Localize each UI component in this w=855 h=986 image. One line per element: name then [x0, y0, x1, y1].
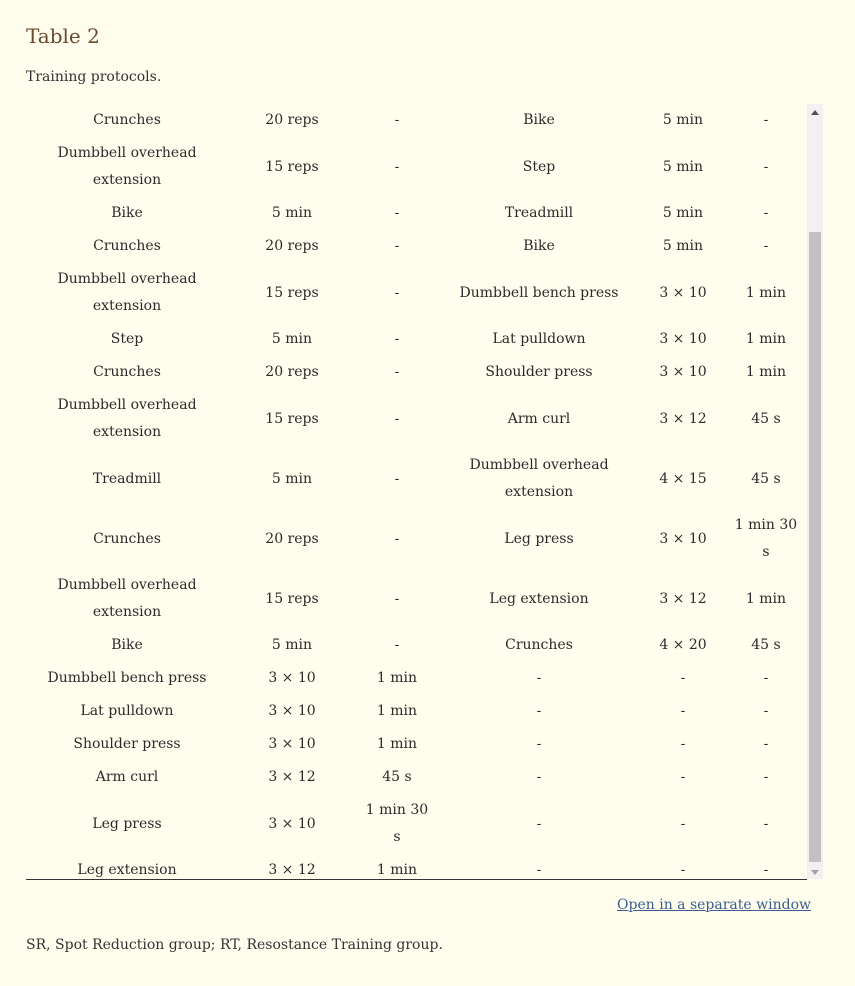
table-cell: Dumbbell overhead extension — [57, 397, 197, 440]
table-cell: - — [394, 364, 400, 380]
training-protocols-table — [26, 104, 806, 879]
table-cell: Dumbbell bench press — [459, 284, 619, 301]
table-cell: 3 × 10 — [268, 815, 316, 832]
table-cell: - — [394, 158, 400, 175]
table-cell: 1 min — [745, 331, 787, 347]
table-cell: 4 × 15 — [659, 470, 707, 487]
table-cell: 45 s — [751, 637, 781, 653]
table-row — [26, 509, 806, 569]
table-cell: 5 min — [662, 205, 704, 221]
table-cell: 5 min — [271, 205, 313, 221]
table-cell: 3 × 10 — [268, 670, 316, 686]
table-cell: Arm curl — [507, 410, 571, 427]
table-cell: - — [394, 112, 400, 128]
table-footnote: SR, Spot Reduction group; RT, Resostance Training group. — [26, 937, 443, 953]
table-cell: 45 s — [751, 410, 781, 427]
table-cell: Crunches — [93, 112, 161, 128]
table-cell: - — [536, 670, 542, 686]
table-cell: 45 s — [751, 470, 781, 487]
table-cell: 3 × 10 — [268, 703, 316, 719]
scrollbar-thumb[interactable] — [809, 232, 821, 862]
table-cell: Bike — [523, 112, 555, 128]
table-caption: Training protocols. — [26, 69, 162, 85]
scroll-down-arrow-icon[interactable] — [811, 870, 819, 875]
table-cell: 1 min 30 s — [734, 517, 798, 560]
table-cell: - — [763, 205, 769, 221]
table-cell: - — [394, 238, 400, 254]
table-cell: Crunches — [93, 238, 161, 254]
table-cell: - — [536, 862, 542, 878]
table-cell: 1 min — [745, 590, 787, 607]
table-cell: 5 min — [662, 158, 704, 175]
table-cell: - — [680, 862, 686, 878]
table-cell: - — [394, 410, 400, 427]
table-cell: 1 min — [376, 670, 418, 686]
table-cell: - — [763, 815, 769, 832]
table-cell: 1 min — [745, 284, 787, 301]
table-cell: Bike — [523, 238, 555, 254]
table-cell: Treadmill — [504, 205, 574, 221]
table-cell: Lat pulldown — [492, 331, 586, 347]
table-cell: 1 min — [745, 364, 787, 380]
table-cell: - — [680, 815, 686, 832]
table-cell: 15 reps — [265, 590, 319, 607]
table-cell: 3 × 10 — [659, 530, 707, 547]
table-cell: 1 min — [376, 703, 418, 719]
table-cell: 5 min — [271, 331, 313, 347]
table-cell: 1 min — [376, 862, 418, 878]
table-cell: - — [680, 769, 686, 785]
table-row — [26, 230, 806, 263]
table-cell: - — [394, 590, 400, 607]
table-cell: Dumbbell bench press — [47, 670, 207, 686]
table-cell: Shoulder press — [73, 736, 181, 752]
table-cell: Arm curl — [95, 769, 159, 785]
table-row — [26, 137, 806, 197]
table-cell: - — [763, 703, 769, 719]
table-cell: - — [763, 112, 769, 128]
table-cell: - — [763, 769, 769, 785]
table-cell: Bike — [111, 205, 143, 221]
table-cell: - — [536, 769, 542, 785]
table-cell: 5 min — [662, 238, 704, 254]
table-cell: 3 × 12 — [268, 862, 316, 878]
table-title: Table 2 — [26, 24, 100, 48]
table-cell: 5 min — [662, 112, 704, 128]
table-cell: - — [394, 284, 400, 301]
table-cell: Dumbbell overhead extension — [57, 271, 197, 314]
table-cell: 3 × 10 — [659, 284, 707, 301]
table-cell: 15 reps — [265, 158, 319, 175]
table-cell: Leg extension — [489, 590, 589, 607]
table-cell: - — [763, 670, 769, 686]
table-cell: - — [536, 703, 542, 719]
table-cell: - — [763, 158, 769, 175]
table-cell: Treadmill — [92, 470, 162, 487]
table-cell: Crunches — [93, 530, 161, 547]
table-cell: Dumbbell overhead extension — [469, 457, 609, 500]
table-cell: 3 × 10 — [659, 331, 707, 347]
table-cell: 20 reps — [265, 364, 319, 380]
scroll-up-arrow-icon[interactable] — [811, 110, 819, 115]
table-cell: - — [394, 470, 400, 487]
table-row — [26, 761, 806, 794]
table-cell: 3 × 12 — [268, 769, 316, 785]
table-row — [26, 263, 806, 323]
table-cell: - — [536, 736, 542, 752]
table-cell: 20 reps — [265, 530, 319, 547]
table-row — [26, 695, 806, 728]
table-row — [26, 197, 806, 230]
table-cell: 1 min 30 s — [365, 802, 429, 845]
table-cell: 15 reps — [265, 410, 319, 427]
table-scroll-container[interactable] — [26, 104, 824, 879]
table-cell: 15 reps — [265, 284, 319, 301]
table-cell: Dumbbell overhead extension — [57, 145, 197, 188]
table-cell: - — [763, 736, 769, 752]
table-cell: 3 × 12 — [659, 590, 707, 607]
table-row — [26, 449, 806, 509]
table-cell: - — [394, 205, 400, 221]
table-cell: Crunches — [505, 637, 573, 653]
table-cell: Step — [522, 158, 556, 175]
table-row — [26, 104, 806, 137]
table-cell: Bike — [111, 637, 143, 653]
table-cell: Step — [110, 331, 144, 347]
table-cell: - — [394, 530, 400, 547]
table-bottom-rule — [26, 879, 807, 880]
table-row — [26, 662, 806, 695]
table-row — [26, 389, 806, 449]
vertical-scrollbar[interactable] — [807, 104, 823, 879]
open-in-separate-window-link[interactable]: Open in a separate window — [617, 897, 811, 913]
table-row — [26, 728, 806, 761]
table-cell: Lat pulldown — [80, 703, 174, 719]
table-row — [26, 356, 806, 389]
table-cell: 3 × 10 — [659, 364, 707, 380]
table-cell: 3 × 10 — [268, 736, 316, 752]
table-cell: - — [536, 815, 542, 832]
table-cell: 20 reps — [265, 238, 319, 254]
table-cell: 5 min — [271, 470, 313, 487]
table-cell: - — [763, 238, 769, 254]
table-cell: Crunches — [93, 364, 161, 380]
table-cell: - — [763, 862, 769, 878]
table-cell: - — [680, 703, 686, 719]
table-body — [26, 104, 806, 879]
table-cell: 4 × 20 — [659, 637, 707, 653]
table-row — [26, 569, 806, 629]
table-cell: 45 s — [382, 769, 412, 785]
table-row — [26, 323, 806, 356]
table-cell: Leg extension — [77, 862, 177, 878]
table-cell: Leg press — [92, 815, 162, 832]
table-cell: 5 min — [271, 637, 313, 653]
table-cell: Dumbbell overhead extension — [57, 577, 197, 620]
table-row — [26, 794, 806, 854]
table-cell: - — [680, 670, 686, 686]
table-cell: 20 reps — [265, 112, 319, 128]
table-cell: - — [394, 637, 400, 653]
table-cell: - — [394, 331, 400, 347]
table-cell: Leg press — [504, 530, 574, 547]
table-cell: 3 × 12 — [659, 410, 707, 427]
table-cell: - — [680, 736, 686, 752]
table-row — [26, 629, 806, 662]
table-row — [26, 854, 806, 879]
table-cell: Shoulder press — [485, 364, 593, 380]
table-wrapper — [26, 104, 806, 879]
table-cell: 1 min — [376, 736, 418, 752]
